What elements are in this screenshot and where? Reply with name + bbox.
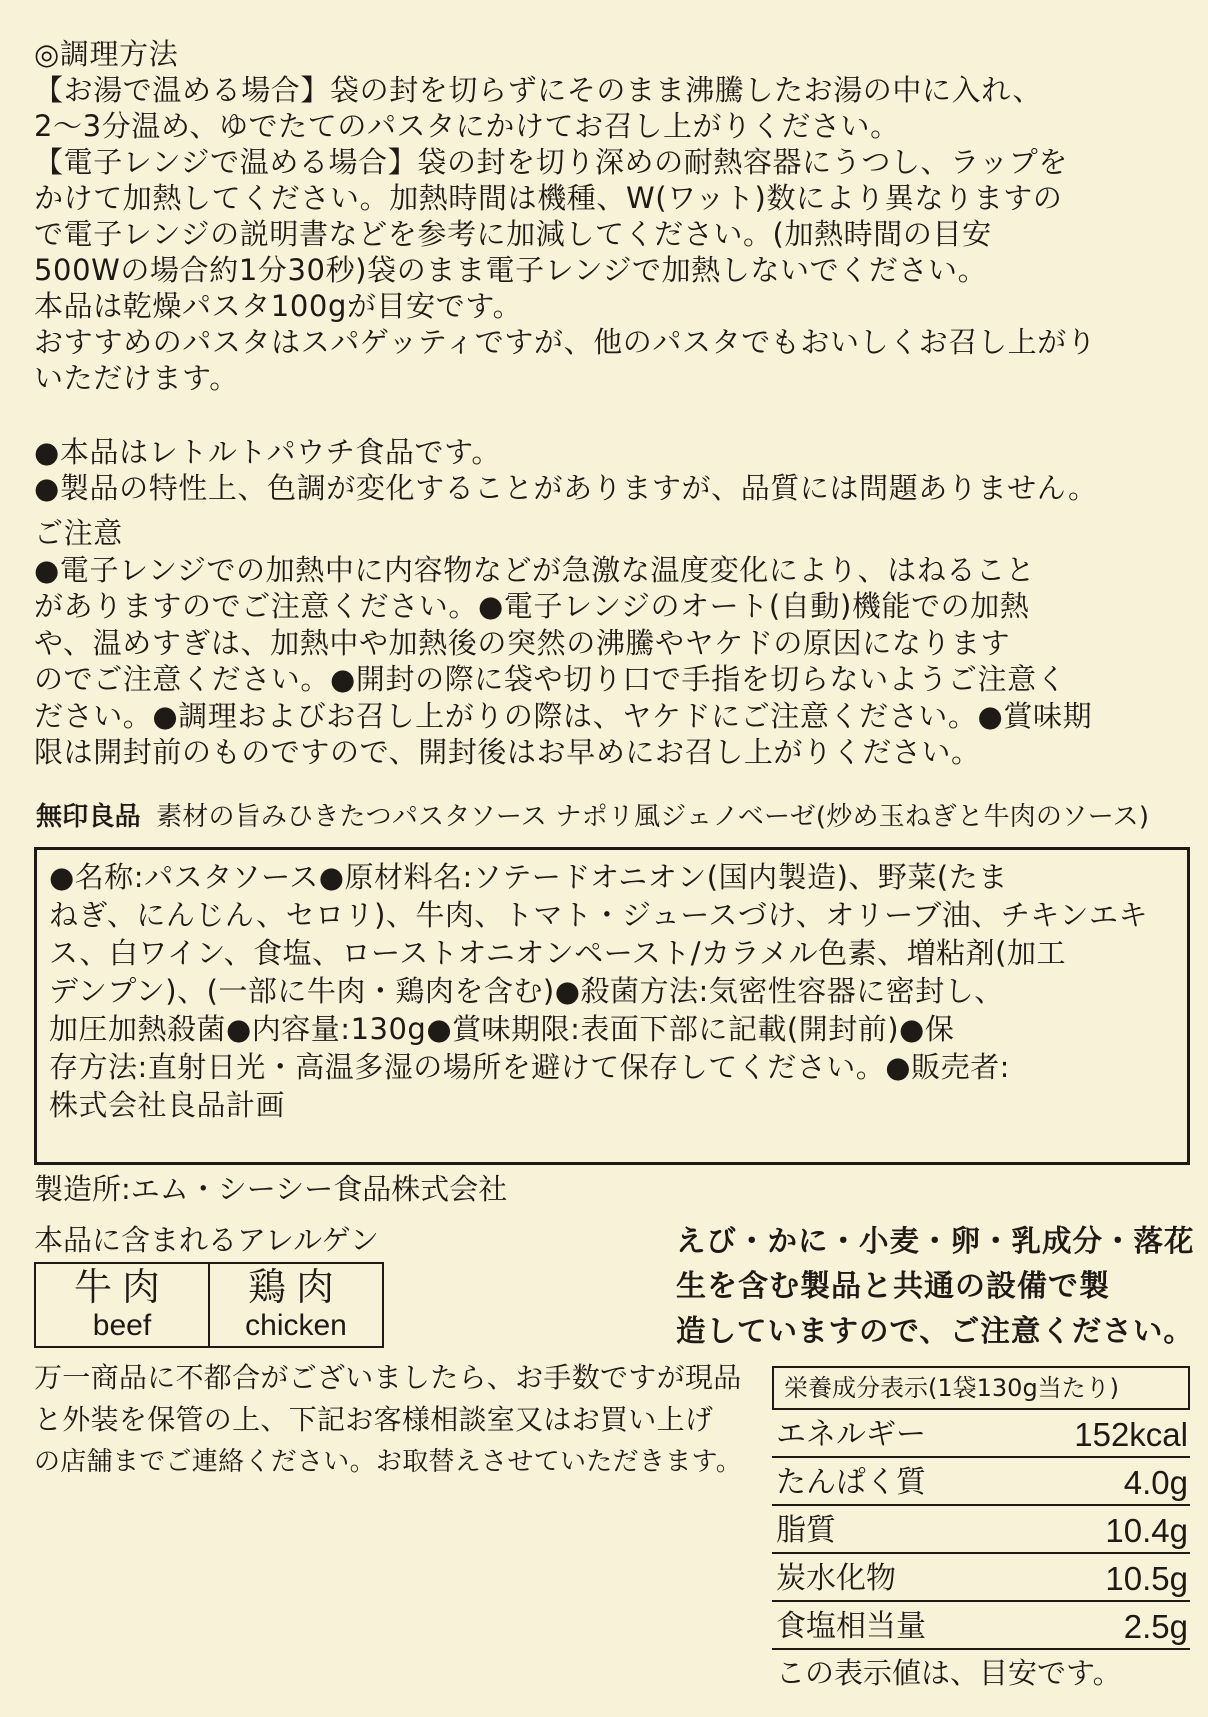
label-line: 加圧加熱殺菌●内容量:130g●賞味期限:表面下部に記載(開封前)●保 bbox=[49, 1012, 955, 1046]
nutrition-value: 2.5g bbox=[1123, 1608, 1188, 1645]
cooking-title: ◎調理方法 bbox=[34, 37, 179, 71]
caution-title: ご注意 bbox=[34, 516, 123, 550]
contact-line: の店舗までご連絡ください。お取替えさせていただきます。 bbox=[34, 1447, 743, 1477]
cooking-line: 【お湯で温める場合】袋の封を切らずにそのまま沸騰したお湯の中に入れ、 bbox=[34, 73, 1043, 107]
allergen-heading: 本品に含まれるアレルゲン bbox=[34, 1223, 379, 1257]
contact-line: 万一商品に不都合がございましたら、お手数ですが現品 bbox=[34, 1361, 742, 1394]
label-line: ねぎ、にんじん、セロリ)、牛肉、トマト・ジュースづけ、オリーブ油、チキンエキ bbox=[49, 898, 1148, 932]
note-line: ●製品の特性上、色調が変化することがありますが、品質には問題ありません。 bbox=[34, 471, 1098, 505]
nutrition-label: 脂質 bbox=[776, 1513, 836, 1548]
contact-notice bbox=[34, 1357, 754, 1483]
caution-line: がありますのでご注意ください。●電子レンジのオート(自動)機能での加熱 bbox=[34, 589, 1030, 623]
allergen-cell-beef bbox=[36, 1264, 210, 1346]
shared-facility-notice bbox=[676, 1219, 1196, 1354]
nutrition-value: 152kcal bbox=[1074, 1416, 1188, 1453]
brand-name: 無印良品 bbox=[36, 802, 141, 832]
caution-line: 限は開封前のものですので、開封後はお早めにお召し上がりください。 bbox=[34, 735, 981, 769]
caution-line: ●電子レンジでの加熱中に内容物などが急激な温度変化により、はねること bbox=[34, 552, 1036, 587]
nutrition-row-protein bbox=[772, 1458, 1190, 1506]
cooking-line: 本品は乾燥パスタ100gが目安です。 bbox=[34, 289, 523, 323]
cooking-line: 【電子レンジで温める場合】袋の封を切り深めの耐熱容器にうつし、ラップを bbox=[34, 145, 1068, 179]
allergen-cell-chicken bbox=[210, 1264, 382, 1346]
cooking-line: いただけます。 bbox=[34, 361, 239, 395]
caution-line: や、温めすぎは、加熱中や加熱後の突然の沸騰やヤケドの原因になります bbox=[34, 625, 1011, 660]
cooking-line: 500Wの場合約1分30秒)袋のまま電子レンジで加熱しないでください。 bbox=[34, 253, 988, 287]
allergen-table bbox=[34, 1262, 384, 1348]
allergen-jp: 牛肉 bbox=[73, 1265, 170, 1309]
nutrition-row-salt bbox=[772, 1602, 1190, 1650]
label-line: 存方法:直射日光・高温多湿の場所を避けて保存してください。●販売者: bbox=[49, 1050, 1010, 1084]
product-notes bbox=[34, 434, 1184, 506]
nutrition-value: 10.4g bbox=[1105, 1512, 1188, 1549]
nutrition-value: 10.5g bbox=[1105, 1560, 1188, 1597]
cooking-instructions bbox=[34, 36, 1184, 396]
allergen-en: beef bbox=[92, 1309, 152, 1342]
nutrition-row-carbohydrate bbox=[772, 1554, 1190, 1602]
nutrition-header: 栄養成分表示(1袋130g当たり) bbox=[772, 1366, 1190, 1410]
nutrition-row-fat bbox=[772, 1506, 1190, 1554]
nutrition-label: 炭水化物 bbox=[776, 1561, 896, 1596]
cooking-line: かけて加熱してください。加熱時間は機種、W(ワット)数により異なりますの bbox=[34, 181, 1063, 215]
product-name: 素材の旨みひきたつパスタソース ナポリ風ジェノベーゼ(炒め玉ねぎと牛肉のソース) bbox=[156, 802, 1150, 832]
label-line: ス、白ワイン、食塩、ローストオニオンペースト/カラメル色素、増粘剤(加工 bbox=[49, 936, 1066, 970]
shared-facility-line: えび・かに・小麦・卵・乳成分・落花 bbox=[676, 1224, 1195, 1258]
allergen-en: chicken bbox=[245, 1309, 347, 1342]
nutrition-label: 食塩相当量 bbox=[776, 1609, 926, 1644]
nutrition-facts bbox=[772, 1366, 1190, 1696]
cooking-line: おすすめのパスタはスパゲッティですが、他のパスタでもおいしくお召し上がり bbox=[34, 325, 1097, 359]
shared-facility-line: 生を含む製品と共通の設備で製 bbox=[676, 1269, 1110, 1304]
nutrition-row-energy bbox=[772, 1410, 1190, 1458]
nutrition-note: この表示値は、目安です。 bbox=[776, 1656, 1122, 1690]
product-title bbox=[36, 799, 1186, 835]
note-line: ●本品はレトルトパウチ食品です。 bbox=[34, 435, 502, 469]
nutrition-label: たんぱく質 bbox=[776, 1465, 926, 1500]
label-line: 株式会社良品計画 bbox=[49, 1088, 286, 1122]
caution-line: のでご注意ください。●開封の際に袋や切り口で手指を切らないようご注意く bbox=[34, 662, 1067, 696]
shared-facility-line: 造していますので、ご注意ください。 bbox=[676, 1314, 1194, 1348]
cooking-line: 2〜3分温め、ゆでたてのパスタにかけてお召し上がりください。 bbox=[34, 109, 900, 143]
caution-line: ださい。●調理およびお召し上がりの際は、ヤケドにご注意ください。●賞味期 bbox=[34, 698, 1093, 733]
caution-section bbox=[34, 515, 1184, 771]
label-line: デンプン)、(一部に牛肉・鶏肉を含む)●殺菌方法:気密性容器に密封し、 bbox=[49, 974, 1004, 1008]
allergen-jp: 鶏肉 bbox=[247, 1265, 344, 1309]
manufacturer: 製造所:エム・シーシー食品株式会社 bbox=[34, 1172, 508, 1206]
contact-line: と外装を保管の上、下記お客様相談室又はお買い上げ bbox=[34, 1403, 714, 1436]
food-label-box bbox=[34, 847, 1190, 1165]
cooking-line: で電子レンジの説明書などを参考に加減してください。(加熱時間の目安 bbox=[34, 217, 992, 251]
label-line: ●名称:パスタソース●原材料名:ソテードオニオン(国内製造)、野菜(たま bbox=[49, 860, 1008, 894]
nutrition-value: 4.0g bbox=[1123, 1464, 1188, 1501]
nutrition-label: エネルギー bbox=[776, 1417, 926, 1452]
